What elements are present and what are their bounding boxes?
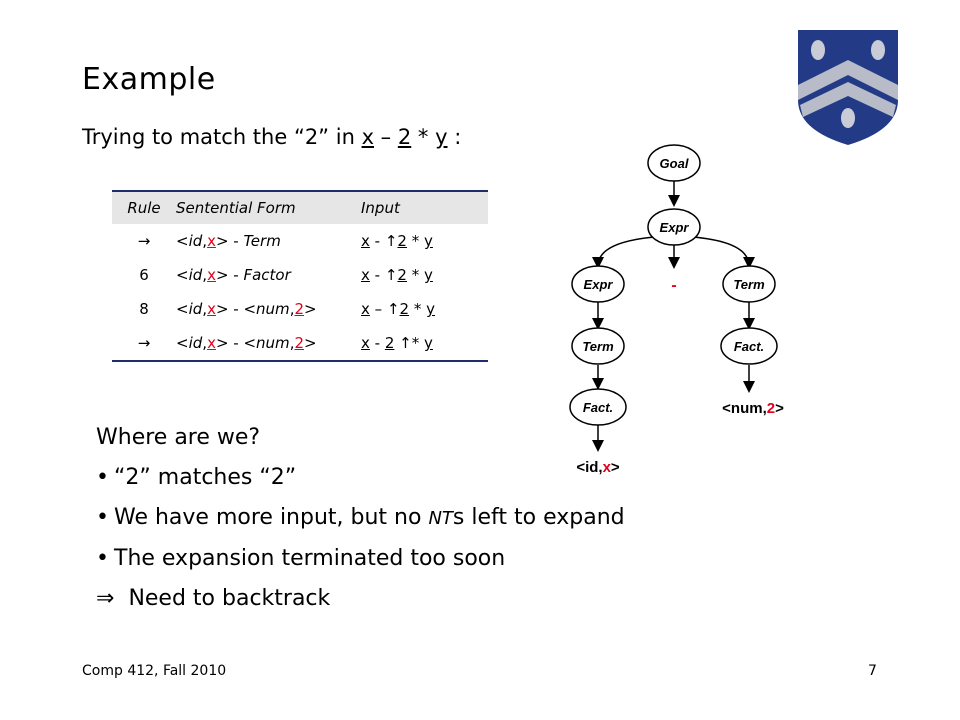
row-form: <id,x> - Term — [176, 232, 281, 250]
row-rule: → — [137, 232, 151, 250]
svg-text:Fact.: Fact. — [582, 400, 614, 415]
implies-icon: ⇒ — [96, 586, 115, 611]
row-form: <id,x> - <num,2> — [176, 326, 361, 361]
tree-node-expr-left — [572, 266, 624, 302]
slide-title: Example — [82, 62, 216, 97]
row-form: <id,x> - <num,2> — [176, 300, 317, 318]
rice-shield-logo — [798, 30, 898, 145]
header-sentential-form: Sentential Form — [176, 191, 361, 224]
subtitle-y: y — [435, 125, 448, 149]
list-item: • The expansion terminated too soon — [96, 546, 506, 571]
tree-leaf-id: <id,x> — [576, 459, 620, 476]
svg-text:Goal: Goal — [659, 156, 689, 171]
list-item: • “2” matches “2” — [96, 465, 297, 490]
svg-text:Fact.: Fact. — [733, 339, 765, 354]
row-input: x - 2 ↑* y — [361, 326, 488, 361]
svg-text:Term: Term — [733, 277, 765, 292]
subtitle-minus: – — [374, 125, 398, 149]
tree-node-minus: - — [671, 277, 677, 294]
bullet-intro: Where are we? — [96, 425, 261, 450]
row-rule: 8 — [139, 300, 149, 318]
subtitle-times: * — [411, 125, 436, 149]
list-item: • We have more input, but no NTs left to expand — [96, 505, 625, 530]
tree-node-fact-right — [721, 328, 777, 364]
subtitle-suffix: : — [447, 125, 462, 149]
row-rule: 6 — [139, 266, 149, 284]
footer-page-number: 7 — [868, 663, 877, 679]
row-input: x - ↑2 * y — [361, 266, 433, 284]
row-input: x – ↑2 * y — [361, 300, 435, 318]
tree-node-goal — [648, 145, 700, 181]
list-item: ⇒ Need to backtrack — [96, 586, 331, 611]
tree-leaf-num: <num,2> — [722, 400, 784, 417]
subtitle-two: 2 — [397, 125, 412, 149]
row-input: x - ↑2 * y — [361, 232, 433, 250]
subtitle-x: x — [361, 125, 374, 149]
header-input: Input — [361, 191, 488, 224]
tree-node-expr-top — [648, 209, 700, 245]
svg-text:Term: Term — [582, 339, 614, 354]
svg-text:Expr: Expr — [659, 220, 689, 235]
row-form: <id,x> - Factor — [176, 266, 291, 284]
footer-course: Comp 412, Fall 2010 — [82, 663, 227, 679]
row-rule: → — [112, 326, 176, 361]
tree-node-fact-left — [570, 389, 626, 425]
tree-node-term-left — [572, 328, 624, 364]
tree-node-term-right — [723, 266, 775, 302]
header-rule: Rule — [112, 191, 176, 224]
subtitle-prefix: Trying to match the “2” in — [82, 125, 362, 149]
svg-text:Expr: Expr — [583, 277, 613, 292]
